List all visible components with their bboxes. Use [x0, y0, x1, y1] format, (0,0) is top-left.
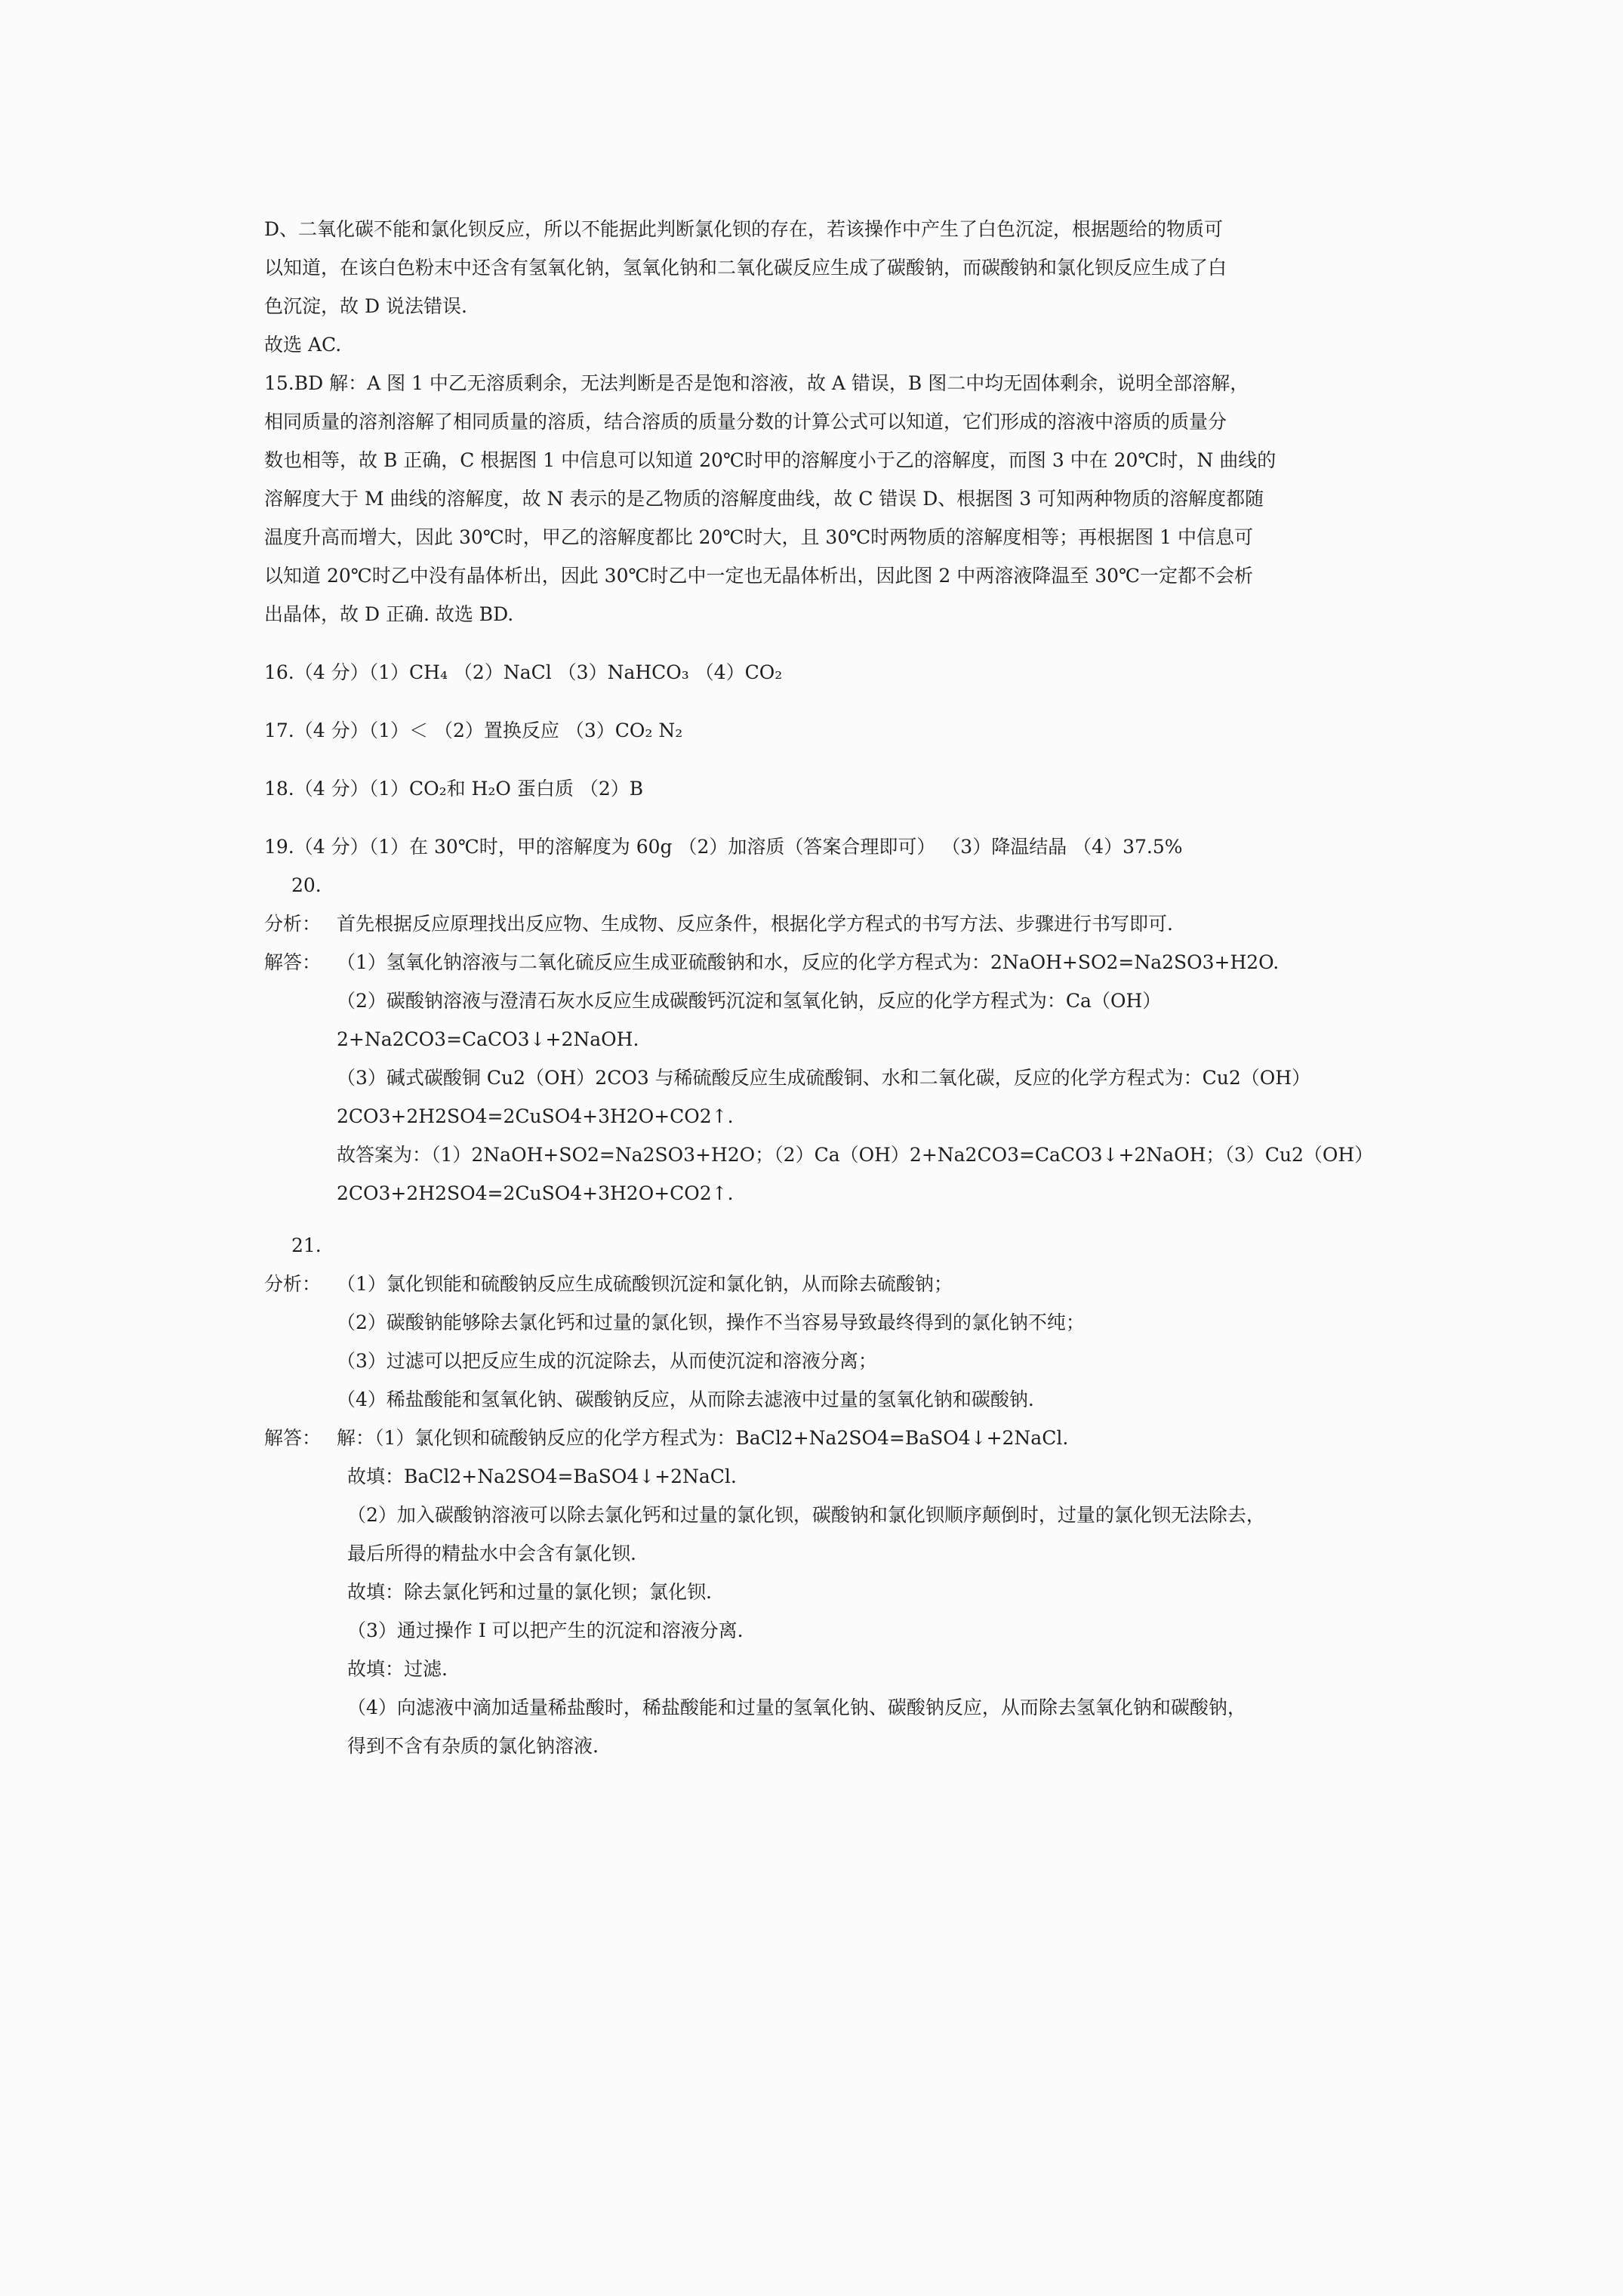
text-line: 温度升高而增大，因此 30℃时，甲乙的溶解度都比 20℃时大，且 30℃时两物质的溶解度相等；再根据图 1 中信息可: [264, 526, 1253, 548]
text-line: （3）碱式碳酸铜 Cu2（OH）2CO3 与稀硫酸反应生成硫酸铜、水和二氧化碳，反应的化学方程式为：Cu2（OH）: [337, 1067, 1311, 1089]
analysis-label: 分析：: [264, 1273, 322, 1295]
text-line: 出晶体，故 D 正确. 故选 BD.: [264, 603, 514, 625]
text-line: 最后所得的精盐水中会含有氯化钡.: [347, 1542, 636, 1564]
analysis-line: [264, 1265, 1366, 1303]
text-line: （4）向滤液中滴加适量稀盐酸时，稀盐酸能和过量的氢氧化钠、碳酸钠反应，从而除去氢氧化钠和碳酸钠，: [347, 1697, 1246, 1718]
text-line: （1）氯化钡能和硫酸钠反应生成硫酸钡沉淀和氯化钠，从而除去硫酸钠；: [337, 1273, 953, 1295]
text-line: （2）碳酸钠溶液与澄清石灰水反应生成碳酸钙沉淀和氢氧化钠，反应的化学方程式为：Ca（OH）: [337, 990, 1162, 1012]
text-line: 以知道，在该白色粉末中还含有氢氧化钠，氢氧化钠和二氧化碳反应生成了碳酸钠，而碳酸钠和氯化钡反应生成了白: [264, 257, 1227, 279]
answer-18: 18.（4 分）（1）CO₂和 H₂O 蛋白质 （2）B: [264, 778, 644, 800]
text-line: 2CO3+2H2SO4=2CuSO4+3H2O+CO2↑.: [337, 1105, 734, 1127]
answer-16: 16.（4 分）（1）CH₄ （2）NaCl （3）NaHCO₃ （4）CO₂: [264, 661, 783, 683]
text-line: 相同质量的溶剂溶解了相同质量的溶质，结合溶质的质量分数的计算公式可以知道，它们形成的溶液中溶质的质量分: [264, 411, 1227, 433]
analysis-line: [264, 905, 1366, 943]
text-line: 故填：过滤.: [347, 1658, 448, 1680]
text-line: 故答案为：（1）2NaOH+SO2=Na2SO3+H2O；（2）Ca（OH）2+Na2CO3=CaCO3↓+2NaOH；（3）Cu2（OH）: [337, 1144, 1374, 1166]
solution-line: [264, 1419, 1366, 1457]
text-line: （1）氢氧化钠溶液与二氧化硫反应生成亚硫酸钠和水，反应的化学方程式为：2NaOH+SO2=Na2SO3+H2O.: [337, 951, 1280, 973]
answer-19: 19.（4 分）（1）在 30℃时，甲的溶解度为 60g （2）加溶质（答案合理即可） （3）降温结晶 （4）37.5%: [264, 836, 1183, 858]
text-line: 色沉淀，故 D 说法错误.: [264, 295, 467, 317]
question-20-number: 20.: [291, 874, 322, 896]
text-line: 解：（1）氯化钡和硫酸钠反应的化学方程式为：BaCl2+Na2SO4=BaSO4↓+2NaCl.: [337, 1427, 1069, 1449]
text-line: 15.BD 解：A 图 1 中乙无溶质剩余，无法判断是否是饱和溶液，故 A 错误，B 图二中均无固体剩余，说明全部溶解，: [264, 372, 1249, 394]
answer-17: 17.（4 分）（1）＜ （2）置换反应 （3）CO₂ N₂: [264, 720, 683, 741]
text-line: 首先根据反应原理找出反应物、生成物、反应条件，根据化学方程式的书写方法、步骤进行书写即可.: [337, 913, 1173, 935]
text-line: 得到不含有杂质的氯化钠溶液.: [347, 1735, 599, 1757]
solution-line: [264, 943, 1366, 982]
answer-text: [264, 210, 1374, 1765]
text-line: 2CO3+2H2SO4=2CuSO4+3H2O+CO2↑.: [337, 1182, 734, 1204]
solution-label: 解答：: [264, 1427, 322, 1449]
analysis-label: 分析：: [264, 913, 322, 935]
question-21-number: 21.: [291, 1234, 322, 1256]
text-line: 故选 AC.: [264, 334, 342, 356]
text-line: （2）加入碳酸钠溶液可以除去氯化钙和过量的氯化钡，碳酸钠和氯化钡顺序颠倒时，过量的氯化钡无法除去，: [347, 1504, 1265, 1526]
text-line: 溶解度大于 M 曲线的溶解度，故 N 表示的是乙物质的溶解度曲线，故 C 错误 D、根据图 3 可知两种物质的溶解度都随: [264, 488, 1264, 510]
text-line: （4）稀盐酸能和氢氧化钠、碳酸钠反应，从而除去滤液中过量的氢氧化钠和碳酸钠.: [337, 1388, 1034, 1410]
text-line: 故填：除去氯化钙和过量的氯化钡；氯化钡.: [347, 1581, 712, 1603]
text-line: 数也相等，故 B 正确，C 根据图 1 中信息可以知道 20℃时甲的溶解度小于乙的溶解度，而图 3 中在 20℃时，N 曲线的: [264, 449, 1277, 471]
text-line: （2）碳酸钠能够除去氯化钙和过量的氯化钡，操作不当容易导致最终得到的氯化钠不纯；: [337, 1311, 1085, 1333]
text-line: （3）过滤可以把反应生成的沉淀除去，从而使沉淀和溶液分离；: [337, 1350, 877, 1372]
text-line: 2+Na2CO3=CaCO3↓+2NaOH.: [337, 1028, 639, 1050]
text-line: D、二氧化碳不能和氯化钡反应，所以不能据此判断氯化钡的存在，若该操作中产生了白色沉淀，根据题给的物质可: [264, 218, 1224, 240]
text-line: 以知道 20℃时乙中没有晶体析出，因此 30℃时乙中一定也无晶体析出，因此图 2 中两溶液降温至 30℃一定都不会析: [264, 565, 1253, 587]
text-line: 故填：BaCl2+Na2SO4=BaSO4↓+2NaCl.: [347, 1465, 737, 1487]
solution-label: 解答：: [264, 951, 322, 973]
text-line: （3）通过操作 I 可以把产生的沉淀和溶液分离.: [347, 1620, 744, 1641]
